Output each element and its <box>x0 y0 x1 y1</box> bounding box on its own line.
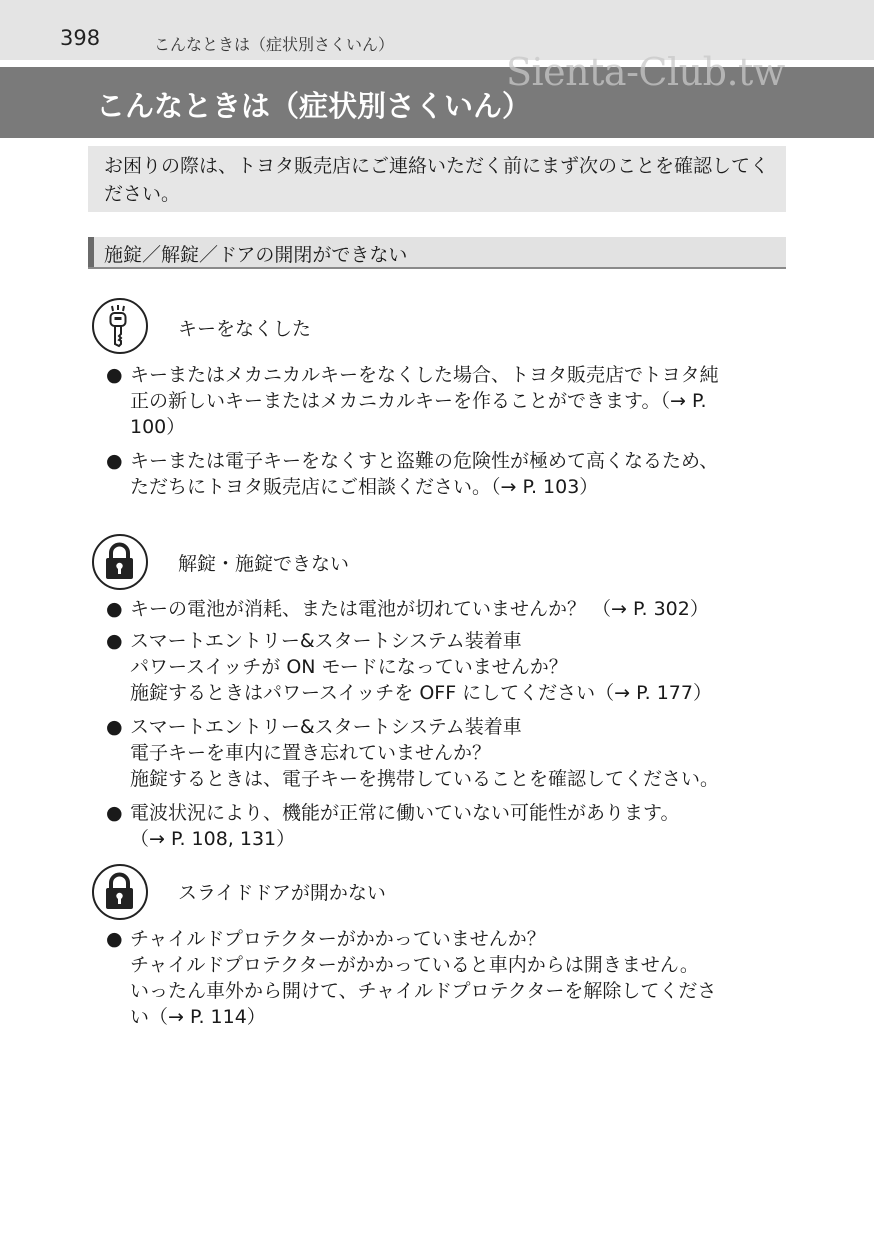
list-item: ● キーまたは電子キーをなくすと盗難の危険性が極めて高くなるため、 ただちにトヨタ販売店にご相談ください。（→ P. 103） <box>106 450 719 498</box>
group-title-lock: 解錠・施錠できない <box>178 553 350 575</box>
bullet-dot: ● <box>106 802 123 824</box>
section-heading-text: 施錠／解錠／ドアの開閉ができない <box>104 244 408 266</box>
bullet-dot: ● <box>106 364 123 386</box>
section-heading-bar <box>88 237 94 267</box>
padlock-icon <box>92 534 148 590</box>
bullet-dot: ● <box>106 450 123 472</box>
padlock-icon <box>92 864 148 920</box>
bullet-dot: ● <box>106 630 123 652</box>
running-title: こんなときは（症状別さくいん） <box>154 35 395 54</box>
intro-text: お困りの際は、トヨタ販売店にご連絡いただく前にまず次のことを確認してください。 <box>104 155 770 205</box>
page-number: 398 <box>60 26 101 50</box>
group-title-lost-key: キーをなくした <box>178 318 312 340</box>
group-title-sliding-door: スライドドアが開かない <box>178 882 386 904</box>
list-item: ● スマートエントリー&スタートシステム装着車 電子キーを車内に置き忘れていませんか？ 施錠するときは、電子キーを携帯していることを確認してください。 <box>106 716 720 790</box>
bullet-dot: ● <box>106 598 123 620</box>
list-item: ● 電波状況により、機能が正常に働いていない可能性があります。 （→ P. 108, 131） <box>106 802 680 850</box>
lost-key-icon <box>92 298 148 354</box>
list-item: ● キーの電池が消耗、または電池が切れていませんか？ （→ P. 302） <box>106 598 709 620</box>
section-heading <box>88 237 786 269</box>
bullet-dot: ● <box>106 716 123 738</box>
list-item: ● スマートエントリー&スタートシステム装着車 パワースイッチが ON モードになっていませんか？ 施錠するときはパワースイッチを OFF にしてください（→ P. 177） <box>106 630 712 704</box>
intro-box <box>88 146 786 212</box>
bullet-dot: ● <box>106 928 123 950</box>
list-item: ● キーまたはメカニカルキーをなくした場合、トヨタ販売店でトヨタ純 正の新しいキーまたはメカニカルキーを作ることができます。（→ P. 100） <box>106 364 719 438</box>
watermark: Sienta-Club.tw <box>506 50 785 94</box>
page-title: こんなときは（症状別さくいん） <box>96 89 532 123</box>
list-item: ● チャイルドプロテクターがかかっていませんか？ チャイルドプロテクターがかかっていると車内からは開きません。 いったん車外から開けて、チャイルドプロテクターを解除してくださ い（→ P. 114） <box>106 928 717 1028</box>
